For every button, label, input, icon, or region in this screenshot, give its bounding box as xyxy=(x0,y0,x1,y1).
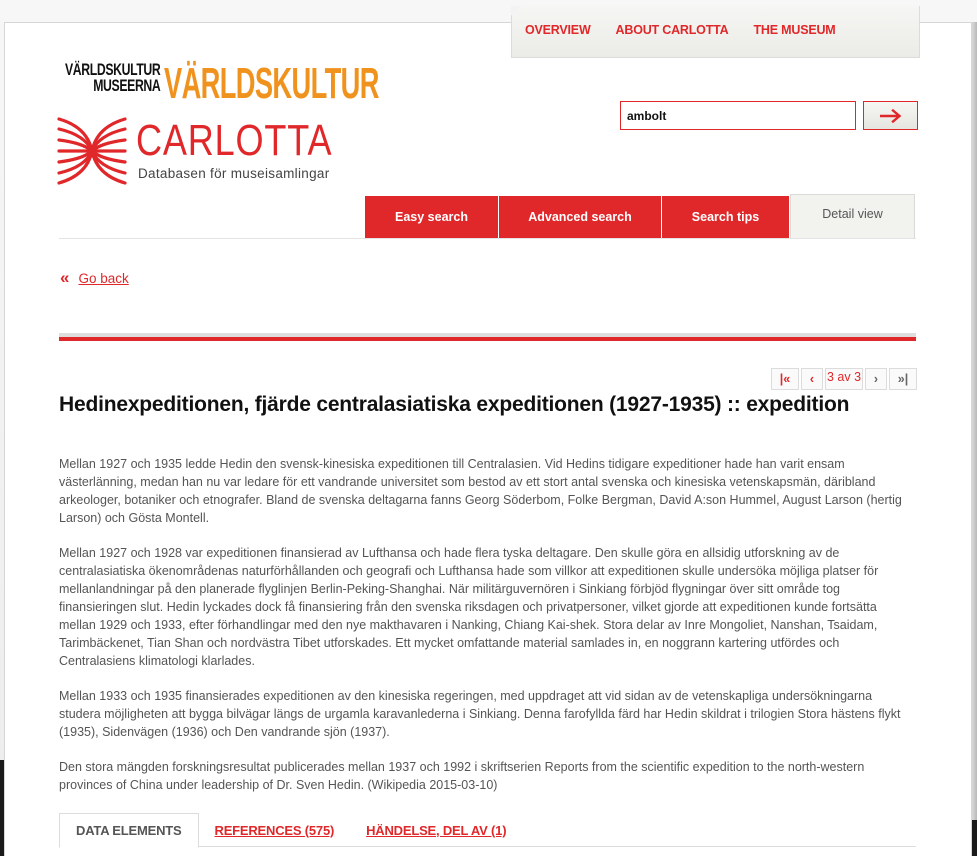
record-pager xyxy=(771,368,917,390)
carlotta-wordmark: CARLOTTA xyxy=(136,116,333,165)
museerna-wordmark xyxy=(56,62,160,94)
nav-about-carlotta[interactable]: ABOUT CARLOTTA xyxy=(615,23,729,37)
varldskultur-wordmark: VÄRLDSKULTUR xyxy=(164,59,379,108)
record-title: Hedinexpeditionen, fjärde centralasiatiska expeditionen (1927-1935) :: expedition xyxy=(59,393,850,416)
description-paragraph: Mellan 1927 och 1935 ledde Hedin den svensk-kinesiska expeditionen till Centralasien. Vid Hedins tidigare expeditioner hade han varit ensam västerlänning, medan han nu var ledare för ett vandrande universitet som bestod av ett stort antal svenska och kinesiska vetenskapsmän, däribland arkeologer, botaniker och etnografer. Bland de svenska deltagarna fanns Georg Söderbom, Folke Bergman, David A:son Hummel, August Larson (hertig Larson) och Gösta Montell. xyxy=(59,457,902,525)
tab-detail-view[interactable]: Detail view xyxy=(790,194,915,238)
next-page-button[interactable] xyxy=(865,368,887,390)
nav-the-museum[interactable]: THE MUSEUM xyxy=(753,23,836,37)
tab-easy-search[interactable]: Easy search xyxy=(365,196,498,238)
window-edge-shade xyxy=(972,22,977,856)
tabs-divider xyxy=(59,238,916,239)
description-paragraph: Mellan 1933 och 1935 finansierades expeditionen av den kinesiska regeringen, med uppdraget att vid sidan av de vetenskapliga undersökningarna studera möjligheten att bygga bilvägar längs de urgamla karavanlederna i Sinkiang. Denna farofyllda färd har Hedin skildrat i trilogien Stora hästens flykt (1935), Sidenvägen (1936) och Den vandrande sjön (1937). xyxy=(59,689,901,739)
tab-handelse-del-av[interactable]: HÄNDELSE, DEL AV (1) xyxy=(366,822,507,838)
tab-search-tips[interactable]: Search tips xyxy=(662,196,789,238)
previous-page-icon: ‹ xyxy=(809,372,815,386)
carlotta-butterfly-icon xyxy=(57,115,127,192)
page-position: 3 av 3 xyxy=(825,368,863,390)
logo-subtitle: Databasen för museisamlingar xyxy=(138,166,330,181)
search-submit-button[interactable] xyxy=(863,101,918,130)
window-edge-right xyxy=(972,820,977,856)
search-mode-tabs xyxy=(365,196,916,238)
description-paragraph: Mellan 1927 och 1928 var expeditionen finansierad av Lufthansa och hade flera tyska deltagare. Den skulle göra en allsidig utforskning av de centralasiatiska ökenområdenas naturförhållanden och geografi och Lufthansa hade som villkor att expeditionen skulle undersöka möjliga platser för mellanlandningar på den planerade flyglinjen Berlin-Peking-Shanghai. När militärguvernören i Sinkiang förbjöd flygningar över sitt område tog finansieringen slut. Hedin lyckades dock få finansiering från den svenska riksdagen och privatpersoner, vilket gjorde att expeditionen kunde fortsätta mellan 1929 och 1933, efter förhandlingar med den nye makthavaren i Nanking, Chiang Kai-shek. Stora delar av Inre Mongoliet, Nanshan, Tsaidam, Tarimbäckenet, Tian Shan och nordvästra Tibet utforskades. Ett mycket omfattande material samlades in, en noggrann kartering utfördes och Centralasiens klimatologi klarlades. xyxy=(59,546,879,668)
first-page-icon: |« xyxy=(779,372,791,386)
last-page-button[interactable] xyxy=(889,368,917,390)
arrow-right-icon xyxy=(880,109,902,123)
section-divider-red xyxy=(59,337,916,341)
tab-data-elements[interactable]: DATA ELEMENTS xyxy=(59,813,199,848)
museerna-line-1: VÄRLDSKULTUR xyxy=(64,60,161,79)
museerna-line-2: MUSEERNA xyxy=(93,76,161,95)
go-back-link[interactable]: Go back xyxy=(78,270,129,286)
tab-advanced-search[interactable]: Advanced search xyxy=(499,196,661,238)
window-edge-left xyxy=(0,760,4,856)
first-page-button[interactable] xyxy=(771,368,799,390)
next-page-icon: › xyxy=(873,372,879,386)
last-page-icon: »| xyxy=(897,372,909,386)
record-detail-tabs xyxy=(59,813,916,847)
search-input[interactable] xyxy=(620,101,856,130)
go-back xyxy=(60,270,129,286)
previous-page-button[interactable] xyxy=(801,368,823,390)
tab-references[interactable]: REFERENCES (575) xyxy=(214,822,335,838)
record-description xyxy=(59,455,909,811)
double-chevron-left-icon: « xyxy=(60,268,70,287)
nav-overview[interactable]: OVERVIEW xyxy=(525,23,591,37)
description-paragraph: Den stora mängden forskningsresultat publicerades mellan 1937 och 1992 i skriftserien Reports from the scientific expedition to the north-western provinces of China under leadership of Dr. Sven Hedin. (Wikipedia 2015-03-10) xyxy=(59,760,865,792)
top-navigation xyxy=(511,6,920,58)
